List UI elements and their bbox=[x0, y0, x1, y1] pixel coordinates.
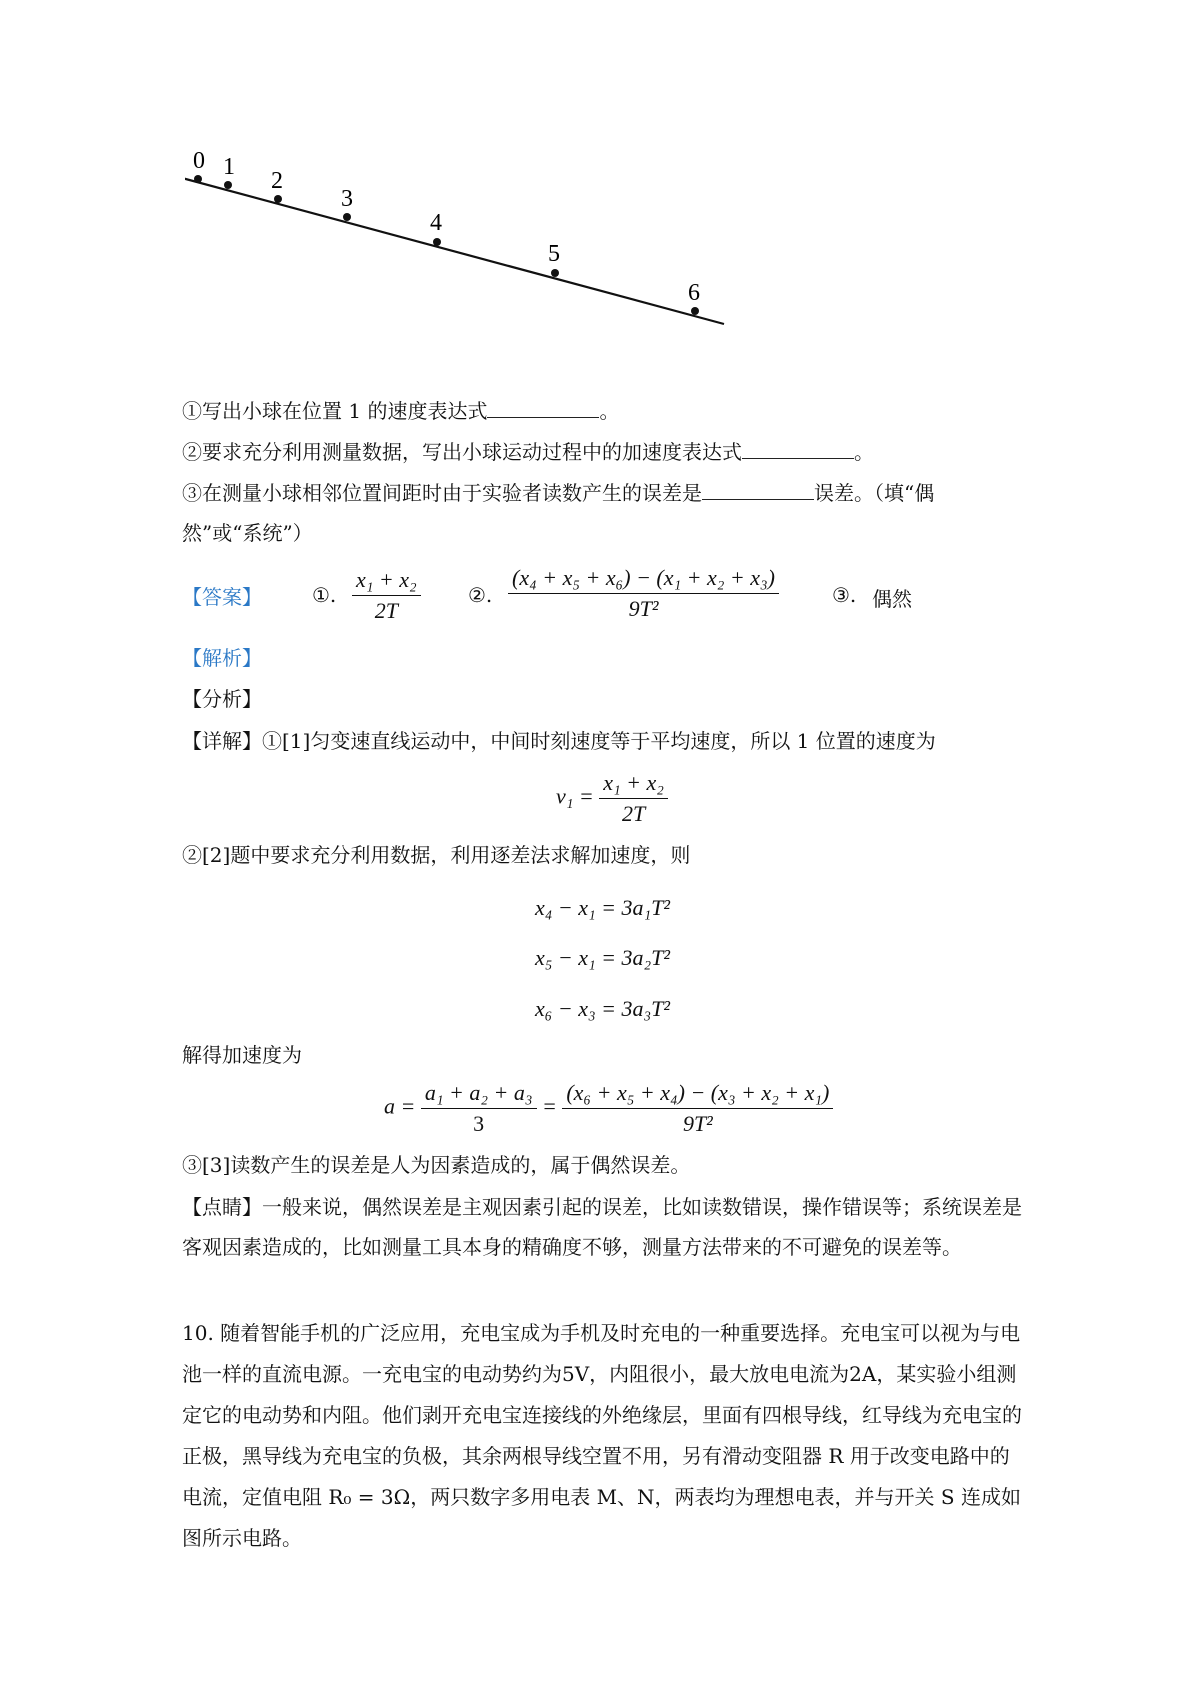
equation-v1: v₁ = $\frac{\text{x₁ + x₂}}{2T}$ bbox=[556, 768, 668, 829]
point-3 bbox=[343, 213, 351, 221]
step-3: ③[3]读数产生的误差是人为因素造成的，属于偶然误差。 bbox=[182, 1153, 691, 1177]
point-5 bbox=[551, 269, 559, 277]
question-1: ①写出小球在位置 1 的速度表达式 。 bbox=[182, 395, 619, 426]
point-4 bbox=[433, 238, 441, 246]
analysis-tag: 【解析】 bbox=[182, 646, 262, 670]
answer-1-label: ①. bbox=[312, 583, 337, 607]
fenxi-tag: 【分析】 bbox=[182, 687, 262, 711]
answer-2-fraction: $\frac{\text{(x₄ + x₅ + x₆) − (x₁ + x₂ + x₃)}}{\text{9T²}}$ bbox=[508, 563, 779, 624]
point-1 bbox=[224, 181, 232, 189]
question-3: ③在测量小球相邻位置间距时由于实验者读数产生的误差是 误差。（填“偶 bbox=[182, 477, 934, 508]
point-label-6: 6 bbox=[688, 280, 700, 306]
ball-position-diagram bbox=[185, 150, 745, 350]
equation-3: x₆ − x₃ = 3a₃T² bbox=[535, 996, 670, 1021]
point-label-3: 3 bbox=[341, 186, 353, 212]
question-3-cont: 然”或“系统”） bbox=[182, 521, 313, 545]
problem-10-text: 10. 随着智能手机的广泛应用，充电宝成为手机及时充电的一种重要选择。充电宝可以视为与电池一样的直流电源。一充电宝的电动势约为5V，内阻很小，最大放电电流为2A，某实验小组测定它的电动势和内阻。他们剥开充电宝连接线的外绝缘层，里面有四根导线，红导线为充电宝的正极，黑导线为充电宝的负极，其余两根导线空置不用，另有滑动变阻器 R 用于改变电路中的电流，定值电阻 R₀ = 3Ω，两只数字多用电表 M、N，两表均为理想电表，并与开关 S 连成如图所示电路。 bbox=[182, 1321, 1022, 1550]
point-label-5: 5 bbox=[548, 241, 560, 267]
point-label-0: 0 bbox=[193, 150, 205, 174]
answer-3-text: 偶然 bbox=[872, 587, 912, 611]
solve-line: 解得加速度为 bbox=[182, 1043, 302, 1067]
point-2 bbox=[274, 195, 282, 203]
point-label-2: 2 bbox=[271, 168, 283, 194]
answer-blank-2 bbox=[742, 436, 854, 459]
step-2: ②[2]题中要求充分利用数据，利用逐差法求解加速度，则 bbox=[182, 843, 691, 867]
question-2: ②要求充分利用测量数据，写出小球运动过程中的加速度表达式 。 bbox=[182, 436, 874, 467]
equation-2: x₅ − x₁ = 3a₂T² bbox=[535, 945, 670, 970]
detail-line-1: 【详解】①[1]匀变速直线运动中，中间时刻速度等于平均速度，所以 1 位置的速度为 bbox=[182, 729, 936, 753]
tip-paragraph: 【点睛】一般来说，偶然误差是主观因素引起的误差，比如读数错误，操作错误等；系统误差是客观因素造成的，比如测量工具本身的精确度不够，测量方法带来的不可避免的误差等。 bbox=[182, 1195, 1022, 1259]
point-6 bbox=[691, 307, 699, 315]
equation-1: x₄ − x₁ = 3a₁T² bbox=[535, 895, 670, 920]
equation-acceleration: a = $\frac{\text{a₁ + a₂ + a₃}}{3}$ = $\frac{\text{(x₆ + x₅ + x₄) − (x₃ + x₂ + x₁)}}{\text{9T²}}$ bbox=[384, 1078, 833, 1139]
answer-3-label: ③. bbox=[832, 583, 857, 607]
answer-2-label: ②. bbox=[468, 583, 493, 607]
point-label-4: 4 bbox=[430, 210, 442, 236]
answer-1-fraction: $\frac{\text{x₁ + x₂}}{2T}$ bbox=[352, 565, 421, 626]
incline-line bbox=[185, 178, 724, 324]
answer-blank-3 bbox=[702, 477, 814, 500]
answer-blank-1 bbox=[487, 395, 599, 418]
answer-tag: 【答案】 bbox=[182, 585, 262, 609]
point-label-1: 1 bbox=[223, 154, 235, 180]
point-0 bbox=[194, 175, 202, 183]
